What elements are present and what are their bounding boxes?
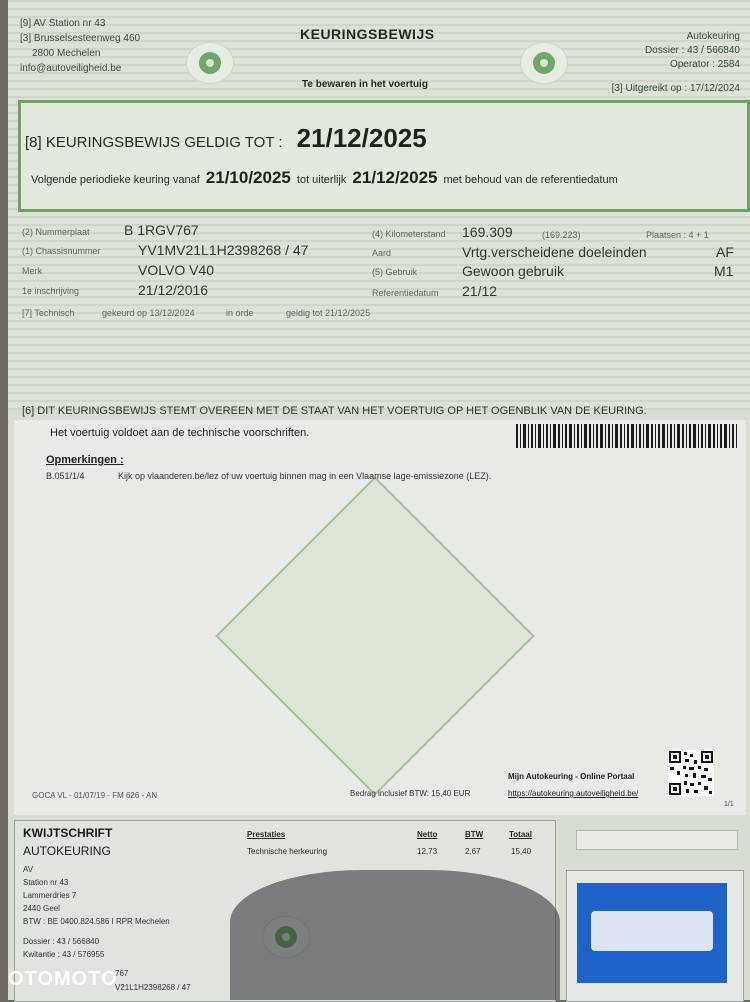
receipt-line-4: 2440 Geel xyxy=(23,904,60,913)
km-label: (4) Kilometerstand xyxy=(372,229,446,239)
col-total: Totaal xyxy=(509,830,532,839)
next-prefix: Volgende periodieke keuring vanaf xyxy=(31,174,200,186)
remark-text: Kijk op vlaanderen.be/lez of uw voertuig binnen mag in een Vlaamse lage-emissiezone (LEZ). xyxy=(118,471,492,481)
first-registration-label: 1e inschrijving xyxy=(22,286,80,296)
org-label: Autokeuring xyxy=(686,31,740,42)
kind-code: AF xyxy=(716,244,734,260)
receipt-line-2: Station nr 43 xyxy=(23,878,69,887)
dossier-block xyxy=(612,30,740,96)
conformity-statement: [6] DIT KEURINGSBEWIJS STEMT OVEREEN MET DE STAAT VAN HET VOERTUIG OP HET OGENBLIK VAN DE KEURING. xyxy=(22,405,647,417)
first-registration-value: 21/12/2016 xyxy=(138,282,209,298)
kind-value: Vrtg.verscheidene doeleinden xyxy=(462,244,647,260)
plate-value: B 1RGV767 xyxy=(124,222,199,238)
validity-label: [8] KEURINGSBEWIJS GELDIG TOT : xyxy=(25,134,283,151)
page-number: 1/1 xyxy=(724,801,734,808)
service-total: 15,40 xyxy=(511,847,532,856)
technical-label: [7] Technisch xyxy=(22,308,75,318)
receipt-plate: 767 xyxy=(115,969,129,978)
receipt-dossier: Dossier : 43 / 566840 xyxy=(23,937,100,946)
receipt-line-3: Lammerdries 7 xyxy=(23,891,77,900)
use-value: Gewoon gebruik xyxy=(462,263,564,279)
remarks-title: Opmerkingen : xyxy=(46,454,124,466)
chassis-label: (1) Chassisnummer xyxy=(22,246,101,256)
validity-line xyxy=(25,123,427,154)
form-code: GOCA VL - 01/07/19 - FM 626 - AN xyxy=(32,791,158,800)
stub-strip xyxy=(576,830,738,850)
technical-ok: in orde xyxy=(226,308,254,318)
barcode-icon xyxy=(514,424,739,448)
qr-code-icon xyxy=(668,750,714,796)
receipt-line-1: AV xyxy=(23,865,34,874)
address-line-3: 2800 Mechelen xyxy=(32,48,101,59)
next-suffix: met behoud van de referentiedatum xyxy=(443,174,618,186)
next-inspection-line xyxy=(31,168,618,188)
document-subtitle: Te bewaren in het voertuig xyxy=(302,79,428,90)
dossier-number: Dossier : 43 / 566840 xyxy=(644,45,740,56)
watermark-text: OTOMOTO xyxy=(8,968,118,990)
next-until-date: 21/12/2025 xyxy=(352,168,438,187)
next-from-date: 21/10/2025 xyxy=(205,168,291,187)
plate-label: (2) Nummerplaat xyxy=(22,227,90,237)
reference-value: 21/12 xyxy=(462,283,498,299)
receipt-ids xyxy=(23,935,104,961)
use-code: M1 xyxy=(714,263,734,279)
photo-shadow xyxy=(230,870,560,1000)
vignette-card xyxy=(566,870,744,1002)
validity-box xyxy=(18,100,750,212)
receipt-address xyxy=(23,863,170,928)
receipt-org: AUTOKEURING xyxy=(23,844,111,858)
document-title: KEURINGSBEWIJS xyxy=(300,26,435,42)
service-vat: 2,67 xyxy=(465,847,481,856)
address-line-2: [3] Brusselsesteenweg 460 xyxy=(20,33,141,44)
km-previous: (169.223) xyxy=(542,230,581,240)
col-service: Prestaties xyxy=(247,830,286,839)
make-label: Merk xyxy=(22,266,42,276)
conforms-text: Het voertuig voldoet aan de technische voorschriften. xyxy=(50,427,310,439)
seats-value: Plaatsen : 4 + 1 xyxy=(646,230,709,240)
amount-text: Bedrag inclusief BTW: 15,40 EUR xyxy=(350,789,471,798)
technical-valid: geldig tot 21/12/2025 xyxy=(286,308,371,318)
portal-title: Mijn Autokeuring - Online Portaal xyxy=(508,772,635,781)
operator-number: Operator : 2584 xyxy=(669,59,740,70)
portal-link[interactable]: https://autokeuring.autoveiligheid.be/ xyxy=(508,789,639,798)
use-label: (5) Gebruik xyxy=(372,267,418,277)
receipt-vat: BTW : BE 0400.824.586 I RPR Mechelen xyxy=(23,917,170,926)
chassis-value: YV1MV21L1H2398268 / 47 xyxy=(138,242,309,258)
reference-label: Referentiedatum xyxy=(372,288,439,298)
address-line-1: [9] AV Station nr 43 xyxy=(20,18,106,29)
eye-logo-icon xyxy=(186,42,234,84)
email-text: info@autoveiligheid.be xyxy=(20,63,122,74)
kind-label: Aard xyxy=(372,248,392,258)
col-net: Netto xyxy=(417,830,438,839)
make-value: VOLVO V40 xyxy=(138,262,215,278)
validity-date: 21/12/2025 xyxy=(296,123,427,153)
next-mid: tot uiterlijk xyxy=(296,174,347,186)
eye-logo-icon xyxy=(520,42,568,84)
issued-date: [3] Uitgereikt op : 17/12/2024 xyxy=(611,83,740,94)
service-name: Technische herkeuring xyxy=(247,847,328,856)
km-value: 169.309 xyxy=(462,224,513,240)
station-address xyxy=(20,16,140,76)
technical-inspected: gekeurd op 13/12/2024 xyxy=(102,308,195,318)
receipt-chassis: V21L1H2398268 / 47 xyxy=(115,983,191,992)
receipt-title: KWIJTSCHRIFT xyxy=(23,826,113,840)
remark-code: B.051/1/4 xyxy=(46,471,85,481)
service-net: 12,73 xyxy=(417,847,438,856)
col-vat: BTW xyxy=(465,830,484,839)
receipt-kwitantie: Kwitantie : 43 / 576955 xyxy=(23,950,105,959)
